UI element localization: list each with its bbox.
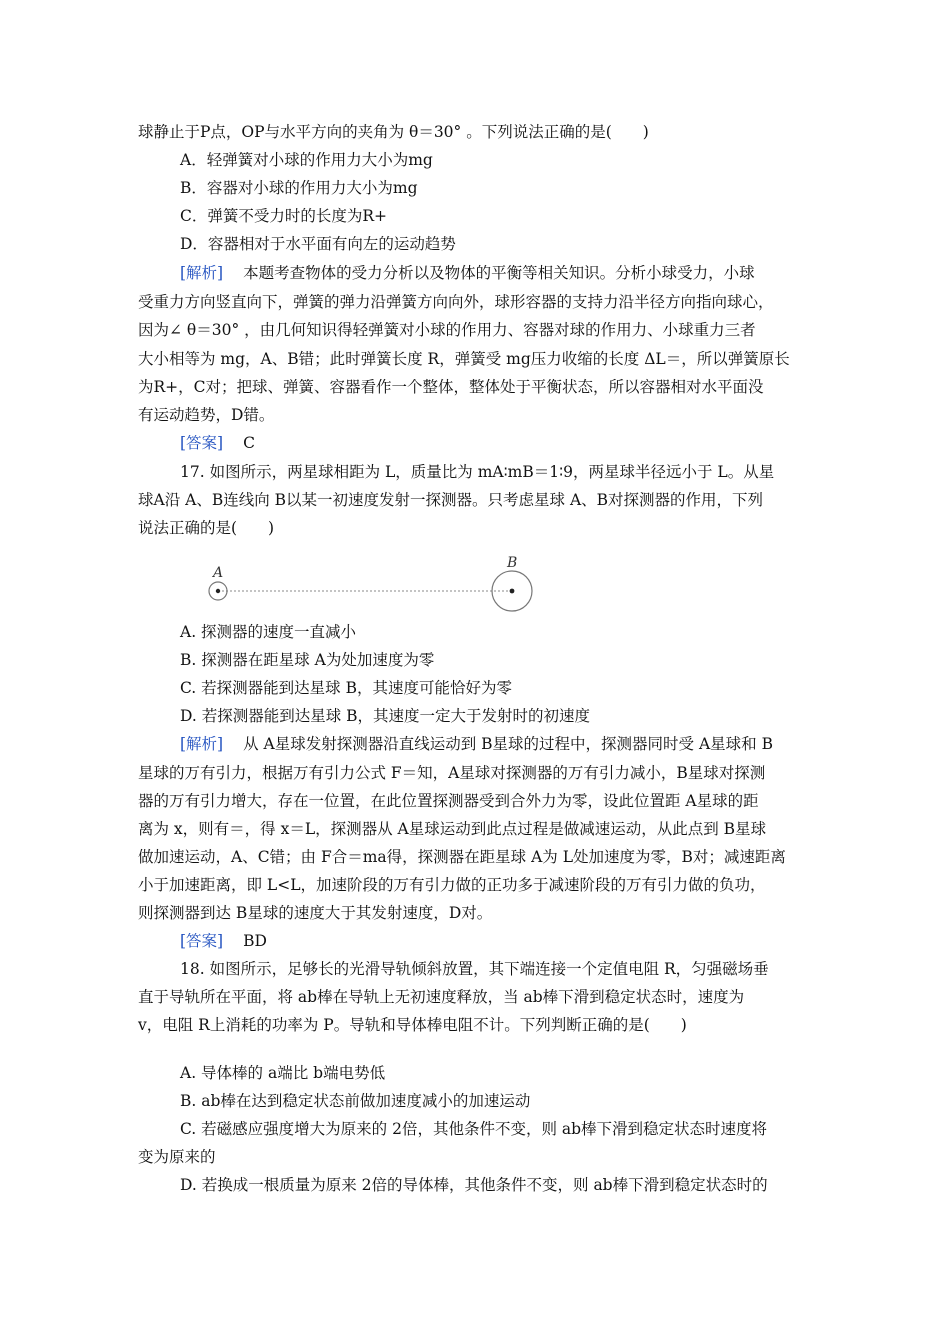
q17-answer-line [180, 931, 267, 951]
q16-analysis-line: 本题考查物体的受力分析以及物体的平衡等相关知识。分析小球受力，小球 [243, 264, 755, 282]
q16-answer-line [180, 433, 255, 453]
star-b-label: B [507, 555, 518, 571]
q16-analysis-line: 受重力方向竖直向下，弹簧的弹力沿弹簧方向向外，球形容器的支持力沿半径方向指向球心， [138, 293, 774, 311]
q17-option-b: B. 探测器在距星球 A为处加速度为零 [180, 651, 435, 669]
q16-analysis-line: 大小相等为 mg，A、B错；此时弹簧长度 R，弹簧受 mg压力收缩的长度 ΔL＝，所以弹簧原长 [138, 350, 790, 368]
q16-analysis-tag: [解析] [180, 264, 224, 282]
q16-analysis-line: 为R+，C对；把球、弹簧、容器看作一个整体，整体处于平衡状态，所以容器相对水平面没 [138, 378, 764, 396]
q17-stem-line: 球A沿 A、B连线向 B以某一初速度发射一探测器。只考虑星球 A、B对探测器的作用，下列 [138, 491, 764, 509]
q17-answer: BD [243, 932, 267, 950]
q17-analysis-line: 做加速运动，A、C错；由 F合＝ma得，探测器在距星球 A为 L处加速度为零，B对；减速距离 [138, 848, 786, 866]
q16-option-d: D．容器相对于水平面有向左的运动趋势 [180, 235, 456, 253]
q17-analysis-line: 小于加速距离，即 L<L，加速阶段的万有引力做的正功多于减速阶段的万有引力做的负功， [138, 876, 766, 894]
q18-stem-line: 直于导轨所在平面，将 ab棒在导轨上无初速度释放，当 ab棒下滑到稳定状态时，速度为 [138, 988, 745, 1006]
q18-stem-line: 18. 如图所示，足够长的光滑导轨倾斜放置，其下端连接一个定值电阻 R，匀强磁场垂 [180, 960, 769, 978]
q17-stem-line: 说法正确的是( ) [138, 519, 275, 537]
q17-analysis-first-line [180, 734, 773, 754]
q18-option-c: C. 若磁感应强度增大为原来的 2倍，其他条件不变，则 ab棒下滑到稳定状态时速度将 [180, 1120, 768, 1138]
q16-option-c: C．弹簧不受力时的长度为R+ [180, 207, 388, 225]
q17-option-c: C. 若探测器能到达星球 B，其速度可能恰好为零 [180, 679, 512, 697]
q17-answer-tag: [答案] [180, 932, 224, 950]
q16-analysis-line: 有运动趋势，D错。 [138, 406, 275, 424]
q17-analysis-line: 则探测器到达 B星球的速度大于其发射速度，D对。 [138, 904, 493, 922]
q16-stem-tail: 球静止于P点，OP与水平方向的夹角为 θ＝30° 。下列说法正确的是( ) [138, 123, 649, 141]
q16-analysis-line: 因为∠ θ＝30° ，由几何知识得轻弹簧对小球的作用力、容器对球的作用力、小球重力三者 [138, 321, 756, 339]
q17-analysis-line: 器的万有引力增大，存在一位置，在此位置探测器受到合外力为零，设此位置距 A星球的距 [138, 792, 759, 810]
q18-option-a: A. 导体棒的 a端比 b端电势低 [180, 1064, 386, 1082]
q17-analysis-tag: [解析] [180, 735, 224, 753]
q18-option-c-cont: 变为原来的 [138, 1148, 216, 1166]
q18-option-b: B. ab棒在达到稳定状态前做加速度减小的加速运动 [180, 1092, 531, 1110]
star-a-label: A [213, 565, 224, 581]
q16-answer: C [243, 434, 255, 452]
two-star-figure [196, 548, 546, 614]
q16-option-a: A．轻弹簧对小球的作用力大小为mg [180, 151, 433, 169]
q18-option-d: D. 若换成一根质量为原来 2倍的导体棒，其他条件不变，则 ab棒下滑到稳定状态时的 [180, 1176, 768, 1194]
star-a-center-dot [216, 589, 220, 593]
q17-option-d: D. 若探测器能到达星球 B，其速度一定大于发射时的初速度 [180, 707, 591, 725]
star-b-center-dot [510, 589, 515, 594]
q18-stem-line: v，电阻 R上消耗的功率为 P。导轨和导体棒电阻不计。下列判断正确的是( ) [138, 1016, 687, 1034]
q17-analysis-line: 从 A星球发射探测器沿直线运动到 B星球的过程中，探测器同时受 A星球和 B [243, 735, 773, 753]
q16-analysis-first-line [180, 263, 755, 283]
q16-option-b: B．容器对小球的作用力大小为mg [180, 179, 418, 197]
q16-answer-tag: [答案] [180, 434, 224, 452]
q17-stem-line: 17. 如图所示，两星球相距为 L，质量比为 mA∶mB＝1∶9，两星球半径远小于 L。从星 [180, 463, 775, 481]
q17-analysis-line: 星球的万有引力，根据万有引力公式 F＝知，A星球对探测器的万有引力减小，B星球对探测 [138, 764, 766, 782]
q17-option-a: A. 探测器的速度一直减小 [180, 623, 357, 641]
q17-analysis-line: 离为 x，则有＝，得 x＝L，探测器从 A星球运动到此点过程是做减速运动，从此点到 B星球 [138, 820, 767, 838]
